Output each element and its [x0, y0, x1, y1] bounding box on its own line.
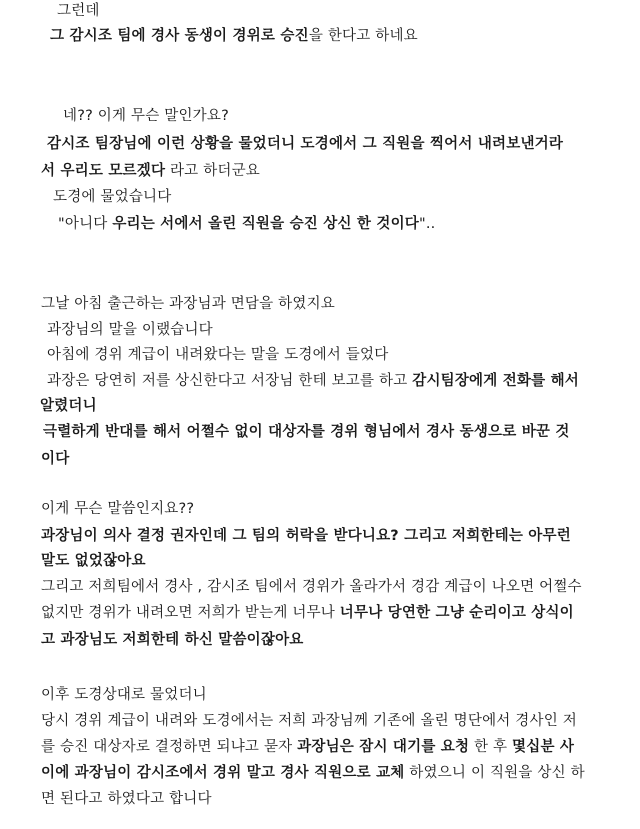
text-line: "아니다 우리는 서에서 올린 직원을 승진 상신 한 것이다"..: [58, 216, 436, 232]
text-line: 감시조 팀장님에 이런 상황을 물었더니 도경에서 그 직원을 찍어서 내려보낸거라: [47, 136, 564, 152]
text-line: 를 승진 대상자로 결정하면 되냐고 묻자 과장님은 잠시 대기를 요청 한 후 몇십분 사: [41, 739, 575, 755]
text-line: 이게 무슨 말씀인지요??: [41, 501, 195, 517]
text-line: 알렸더니: [40, 398, 97, 414]
text-line: 과장님의 말을 이랬습니다: [47, 322, 213, 338]
text-line: 고 과장님도 저희한테 하신 말씀이잖아요: [41, 632, 304, 648]
text-line: 서 우리도 모르겠다 라고 하더군요: [41, 163, 261, 179]
text-line: 그 감시조 팀에 경사 동생이 경위로 승진을 한다고 하네요: [50, 28, 418, 44]
text-line: 이후 도경상대로 물었더니: [41, 687, 207, 703]
text-line: 그날 아침 출근하는 과장님과 면담을 하였지요: [41, 296, 335, 312]
text-line: 과장은 당연히 저를 상신한다고 서장님 한테 보고를 하고 감시팀장에게 전화를 해서: [47, 373, 580, 389]
text-line: 그리고 저희팀에서 경사 , 감시조 팀에서 경위가 올라가서 경감 계급이 나오면 어쩔수: [41, 579, 582, 595]
text-line: 그런데: [57, 3, 100, 19]
text-line: 과장님이 의사 결정 권자인데 그 팀의 허락을 받다니요? 그리고 저희한테는 아무런: [41, 528, 571, 544]
text-line: 도경에 물었습니다: [53, 189, 172, 205]
text-line: 없지만 경위가 내려오면 저희가 받는게 너무나 너무나 당연한 그냥 순리이고 상식이: [41, 605, 574, 621]
text-line: 면 된다고 하였다고 합니다: [41, 791, 212, 807]
text-line: 말도 없었잖아요: [41, 553, 146, 569]
text-line: 네?? 이게 무슨 말인가요?: [63, 108, 229, 124]
text-line: 당시 경위 계급이 내려와 도경에서는 저희 과장님께 기존에 올린 명단에서 경사인 저: [41, 713, 577, 729]
text-line: 이다: [41, 451, 70, 467]
text-line: 이에 과장님이 감시조에서 경위 말고 경사 직원으로 교체 하였으니 이 직원을 상신 하: [41, 765, 585, 781]
text-line: 극렬하게 반대를 해서 어쩔수 없이 대상자를 경위 형님에서 경사 동생으로 바꾼 것: [43, 424, 570, 440]
text-line: 아침에 경위 계급이 내려왔다는 말을 도경에서 들었다: [47, 347, 389, 363]
